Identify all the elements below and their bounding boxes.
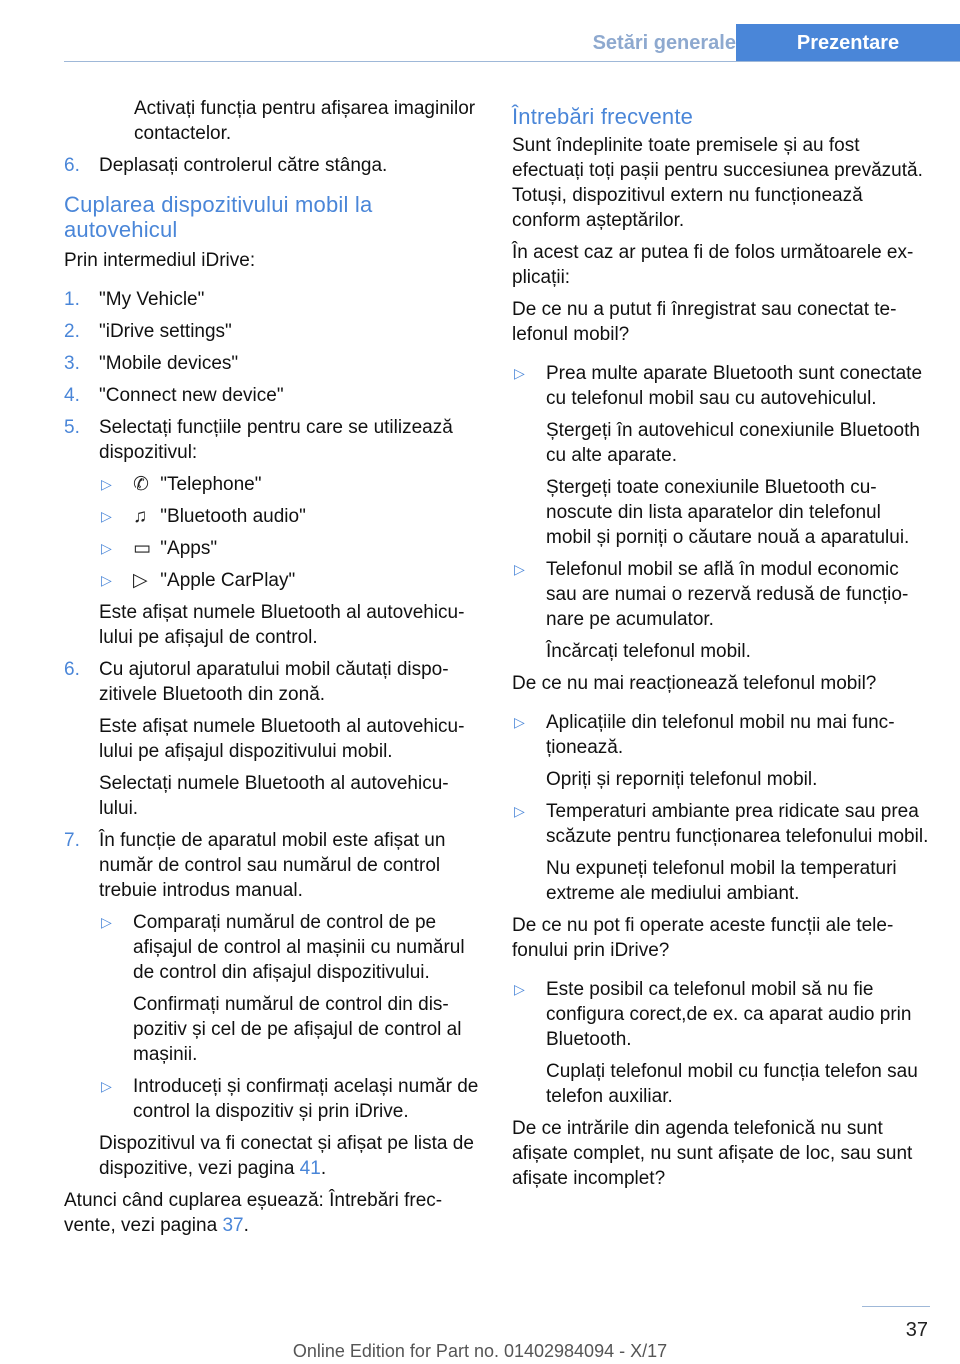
answer-text: Aplicațiile din telefonul mobil nu mai funcționează. — [546, 712, 895, 758]
footer-rule — [862, 1306, 930, 1307]
left-column — [64, 96, 480, 1245]
answer-text: Telefonul mobil se află în modul economic sau are numai o rezervă redusă de funcționare pe acumulator. — [546, 559, 909, 630]
list-item — [64, 287, 480, 312]
lead-text: Prin intermediul iDrive: — [64, 250, 256, 271]
answer-subtext: Cuplați telefonul mobil cu funcția telefon sau telefon auxiliar. — [546, 1061, 918, 1107]
answer-subtext: Ștergeți în autovehicul conexiunile Bluetooth cu alte aparate. — [546, 420, 920, 466]
step-number: 7. — [64, 830, 80, 851]
menu-path-text: "My Vehicle" — [99, 289, 205, 310]
answer-text: Temperaturi ambiante prea ridicate sau prea scăzute pentru funcționarea telefonului mobil. — [546, 801, 929, 847]
function-label: "Apple CarPlay" — [160, 570, 296, 591]
step-note: Este afișat numele Bluetooth al autovehiculului pe afișajul dispozitivului mobil. — [99, 716, 465, 762]
intro-text: Activați funcția pentru afișarea imaginilor contactelor. — [134, 98, 476, 144]
function-label: "Bluetooth audio" — [160, 506, 306, 527]
triangle-bullet-icon: ▷ — [101, 476, 112, 492]
page-link[interactable]: 41 — [299, 1158, 321, 1179]
answer-subtext: Încărcați telefonul mobil. — [546, 641, 751, 662]
step-number: 6. — [64, 155, 80, 176]
answer-subtext: Ștergeți toate conexiunile Bluetooth cunoscute din lista aparatelor din telefonul mobil și porniți o căutare nouă a aparatului. — [546, 477, 910, 548]
apps-icon: ▭ — [133, 538, 151, 559]
list-item — [64, 657, 480, 821]
function-item — [99, 536, 480, 561]
right-column — [512, 96, 930, 1198]
edition-footer: Online Edition for Part no. 01402984094 - X/17 — [292, 1341, 668, 1361]
bullet-text: Comparați numărul de control de pe afișajul de control al mașinii cu numărul de control din afișajul dispozitivului. — [133, 912, 465, 983]
page-number: 37 — [905, 1319, 928, 1341]
step-number: 4. — [64, 385, 80, 406]
step-text: Selectați funcțiile pentru care se utilizează dispozitivul: — [99, 417, 453, 463]
triangle-bullet-icon: ▷ — [514, 365, 525, 381]
triangle-bullet-icon: ▷ — [101, 914, 112, 930]
menu-path-text: "Connect new device" — [99, 385, 284, 406]
list-item — [64, 828, 480, 1181]
bullet-subtext: Confirmați numărul de control din dispozitiv și cel de pe afișajul de control al mașinii. — [133, 994, 462, 1065]
step-note: Selectați numele Bluetooth al autovehiculului. — [99, 773, 449, 819]
header-rule — [64, 61, 960, 62]
connect-note: Dispozitivul va fi conectat și afișat pe lista de dispozitive, vezi pagina — [99, 1133, 474, 1179]
function-label: "Telephone" — [160, 474, 262, 495]
page-link[interactable]: 37 — [222, 1215, 244, 1236]
step-number: 2. — [64, 321, 80, 342]
step-number: 1. — [64, 289, 80, 310]
menu-path-text: "iDrive settings" — [99, 321, 232, 342]
triangle-bullet-icon: ▷ — [101, 1078, 112, 1094]
phone-icon: ✆ — [133, 474, 149, 495]
page-header — [64, 24, 960, 62]
step-number: 3. — [64, 353, 80, 374]
question: De ce intrările din agenda telefonică nu sunt afișate complet, nu sunt afișate de loc, sau sunt afișate incomplet? — [512, 1118, 913, 1189]
list-item — [64, 351, 480, 376]
chapter-tab[interactable]: Prezentare — [736, 24, 960, 62]
list-item — [64, 415, 480, 650]
answer-item — [512, 710, 930, 792]
step-text: Cu ajutorul aparatului mobil căutați dispozitivele Bluetooth din zonă. — [99, 659, 449, 705]
answer-item — [512, 977, 930, 1109]
list-item — [64, 153, 480, 178]
triangle-bullet-icon: ▷ — [514, 561, 525, 577]
answer-item — [512, 557, 930, 664]
bullet-item — [99, 1074, 480, 1124]
answer-item — [512, 799, 930, 906]
step-text: În funcție de aparatul mobil este afișat un număr de control sau numărul de control trebuie introdus manual. — [99, 830, 446, 901]
play-circle-icon: ▷ — [133, 570, 148, 591]
triangle-bullet-icon: ▷ — [101, 540, 112, 556]
answer-subtext: Opriți și reporniți telefonul mobil. — [546, 769, 818, 790]
answer-text: Prea multe aparate Bluetooth sunt conectate cu telefonul mobil sau cu autovehiculul. — [546, 363, 923, 409]
question: De ce nu pot fi operate aceste funcții ale telefonului prin iDrive? — [512, 915, 894, 961]
music-note-icon: ♫ — [133, 506, 148, 527]
failure-note: Atunci când cuplarea eșuează: Întrebări frecvente, vezi pagina 37. — [64, 1190, 443, 1236]
failure-text: Atunci când cuplarea eșuează: Întrebări frecvente, vezi pagina — [64, 1190, 443, 1236]
question: De ce nu a putut fi înregistrat sau conectat telefonul mobil? — [512, 299, 897, 345]
step-note: Dispozitivul va fi conectat și afișat pe lista de dispozitive, vezi pagina 41. — [99, 1133, 474, 1179]
answer-subtext: Nu expuneți telefonul mobil la temperaturi extreme ale mediului ambiant. — [546, 858, 897, 904]
function-item — [99, 504, 480, 529]
paragraph: În acest caz ar putea fi de folos următoarele explicații: — [512, 242, 914, 288]
function-item — [99, 568, 480, 593]
function-item — [99, 472, 480, 497]
answer-item — [512, 361, 930, 550]
list-item — [64, 383, 480, 408]
faq-heading: Întrebări frecvente — [512, 104, 694, 129]
step-note: Este afișat numele Bluetooth al autovehiculului pe afișajul de control. — [99, 602, 465, 648]
triangle-bullet-icon: ▷ — [514, 981, 525, 997]
section-tab[interactable]: Setări generale — [592, 32, 736, 54]
triangle-bullet-icon: ▷ — [514, 803, 525, 819]
triangle-bullet-icon: ▷ — [101, 508, 112, 524]
function-label: "Apps" — [160, 538, 218, 559]
section-heading: Cuplarea dispozitivului mobil la autovehicul — [64, 192, 373, 242]
bullet-text: Introduceți și confirmați același număr de control la dispozitiv și prin iDrive. — [133, 1076, 479, 1122]
paragraph: Sunt îndeplinite toate premisele și au fost efectuați toți pașii pentru succesiunea prevăzută. Totuși, dispozitivul extern nu funcționează conform așteptărilor. — [512, 135, 923, 231]
step-text: Deplasați controlerul către stânga. — [99, 155, 388, 176]
step-number: 5. — [64, 417, 80, 438]
bullet-item — [99, 910, 480, 1067]
answer-text: Este posibil ca telefonul mobil să nu fie configura corect,de ex. ca aparat audio prin Bluetooth. — [546, 979, 912, 1050]
triangle-bullet-icon: ▷ — [101, 572, 112, 588]
menu-path-text: "Mobile devices" — [99, 353, 239, 374]
triangle-bullet-icon: ▷ — [514, 714, 525, 730]
question: De ce nu mai reacționează telefonul mobil? — [512, 673, 877, 694]
step-number: 6. — [64, 659, 80, 680]
list-item — [64, 319, 480, 344]
